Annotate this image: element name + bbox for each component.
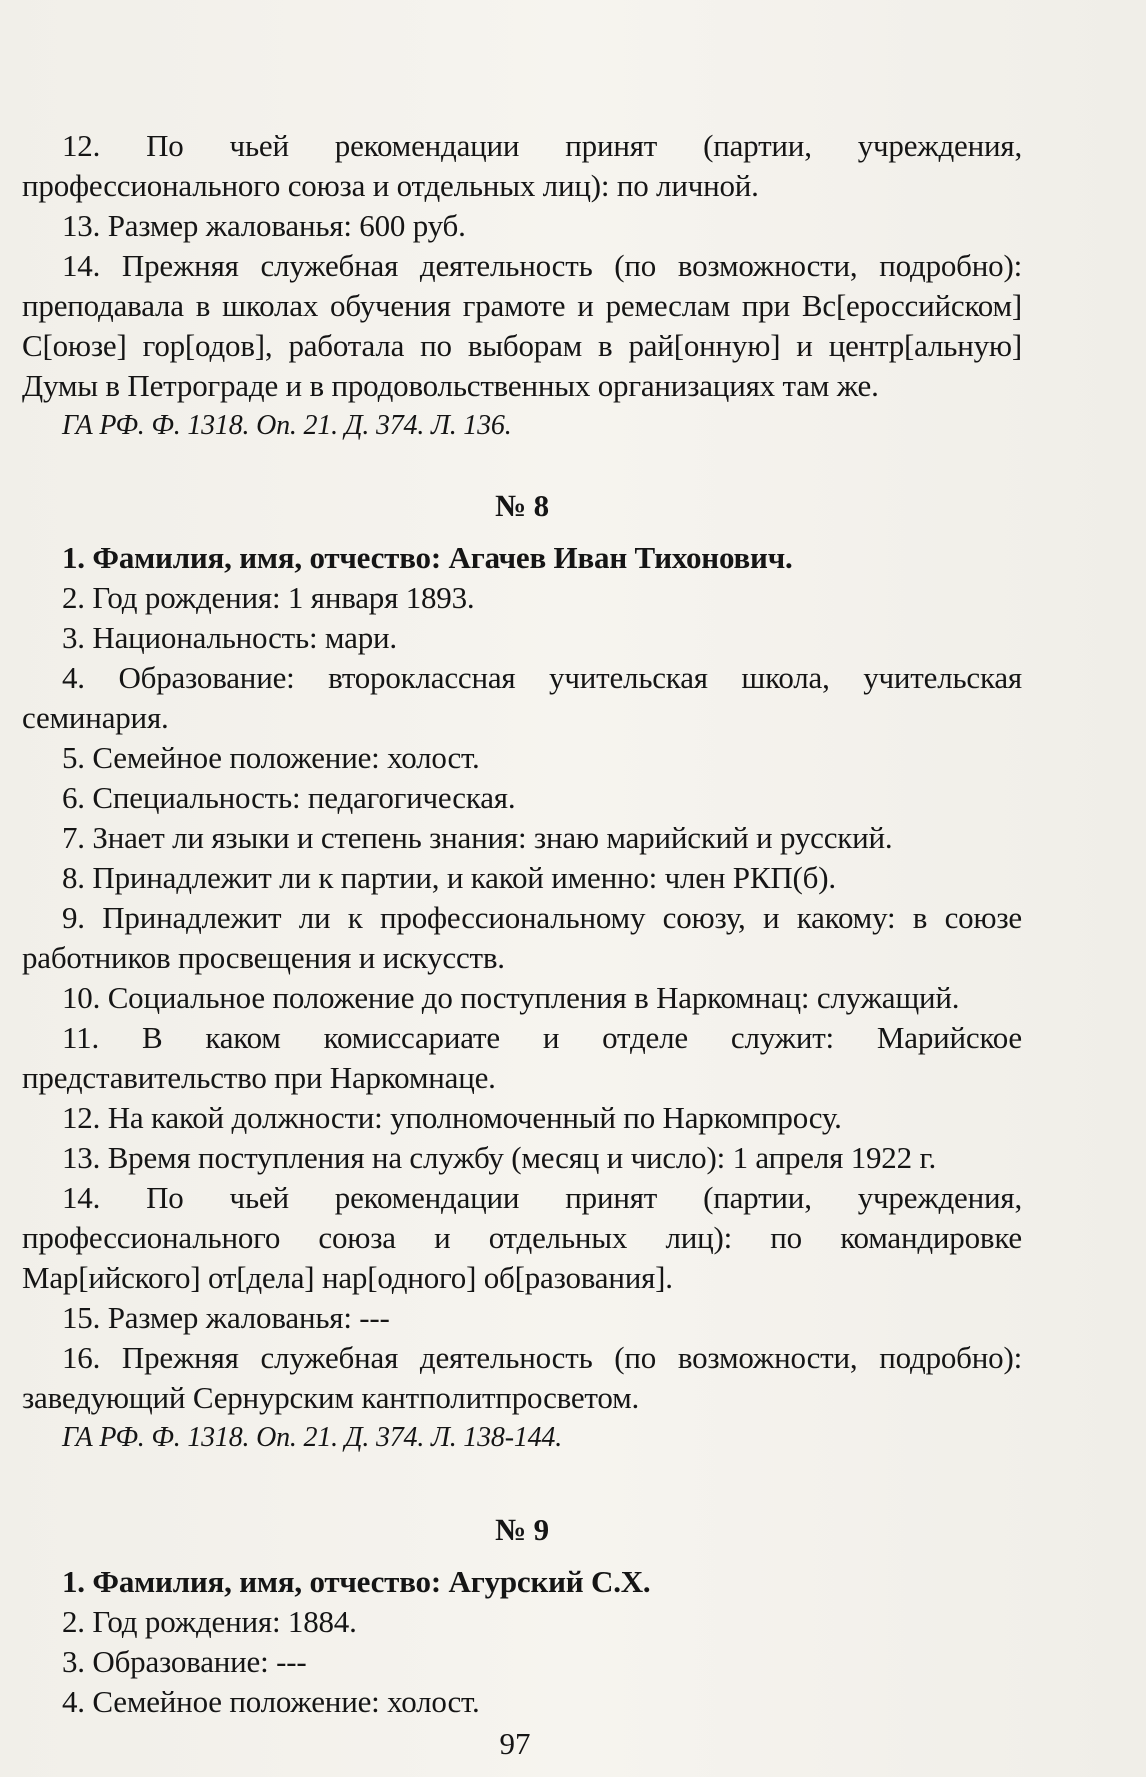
record-line: 10. Социальное положение до поступления в Наркомнац: служащий. bbox=[62, 980, 960, 1015]
page-content bbox=[22, 126, 1022, 1722]
record-name-line: 1. Фамилия, имя, отчество: Агурский С.Х. bbox=[62, 1564, 651, 1599]
prev-line: 12. По чьей рекомендации принят (партии, учреждения, профессионального союза и отдельных лиц): по личной. bbox=[22, 128, 1022, 203]
record-line: 9. Принадлежит ли к профессиональному союзу, и какому: в союзе работников просвещения и искусств. bbox=[22, 900, 1022, 975]
record-line: 3. Национальность: мари. bbox=[62, 620, 397, 655]
record-line: 5. Семейное положение: холост. bbox=[62, 740, 480, 775]
prev-line: 13. Размер жалованья: 600 руб. bbox=[62, 208, 466, 243]
record-line: 3. Образование: --- bbox=[62, 1644, 307, 1679]
archive-source: ГА РФ. Ф. 1318. Оп. 21. Д. 374. Л. 136. bbox=[62, 410, 512, 441]
record-line: 14. По чьей рекомендации принят (партии, учреждения, профессионального союза и отдельных лиц): по командировке Мар[ийского] от[дела] нар[одного] об[разования]. bbox=[22, 1180, 1022, 1295]
record-line: 6. Специальность: педагогическая. bbox=[62, 780, 516, 815]
record-number: № 9 bbox=[495, 1512, 549, 1547]
record-line: 4. Образование: второклассная учительская школа, учительская семинария. bbox=[22, 660, 1022, 735]
record-line: 7. Знает ли языки и степень знания: знаю марийский и русский. bbox=[62, 820, 893, 855]
prev-line: 14. Прежняя служебная деятельность (по возможности, подробно): преподавала в школах обучения грамоте и ремеслам при Вс[ероссийском] С[оюзе] гор[одов], работала по выборам в рай[онную] и центр[альную] Думы в Петрограде и в продовольственных организациях там же. bbox=[22, 248, 1022, 403]
record-line: 12. На какой должности: уполномоченный по Наркомпросу. bbox=[62, 1100, 842, 1135]
record-name-line: 1. Фамилия, имя, отчество: Агачев Иван Тихонович. bbox=[62, 540, 793, 575]
archive-source: ГА РФ. Ф. 1318. Оп. 21. Д. 374. Л. 138-144. bbox=[62, 1422, 563, 1453]
record-line: 2. Год рождения: 1884. bbox=[62, 1604, 357, 1639]
page-number: 97 bbox=[499, 1726, 531, 1761]
record-line: 11. В каком комиссариате и отделе служит: Марийское представительство при Наркомнаце. bbox=[22, 1020, 1022, 1095]
record-line: 2. Год рождения: 1 января 1893. bbox=[62, 580, 475, 615]
record-number: № 8 bbox=[495, 488, 549, 523]
record-line: 8. Принадлежит ли к партии, и какой именно: член РКП(б). bbox=[62, 860, 836, 895]
record-line: 16. Прежняя служебная деятельность (по возможности, подробно): заведующий Сернурским кантполитпросветом. bbox=[22, 1340, 1022, 1415]
record-line: 15. Размер жалованья: --- bbox=[62, 1300, 390, 1335]
record-line: 13. Время поступления на службу (месяц и число): 1 апреля 1922 г. bbox=[62, 1140, 937, 1175]
record-line: 4. Семейное положение: холост. bbox=[62, 1684, 480, 1719]
